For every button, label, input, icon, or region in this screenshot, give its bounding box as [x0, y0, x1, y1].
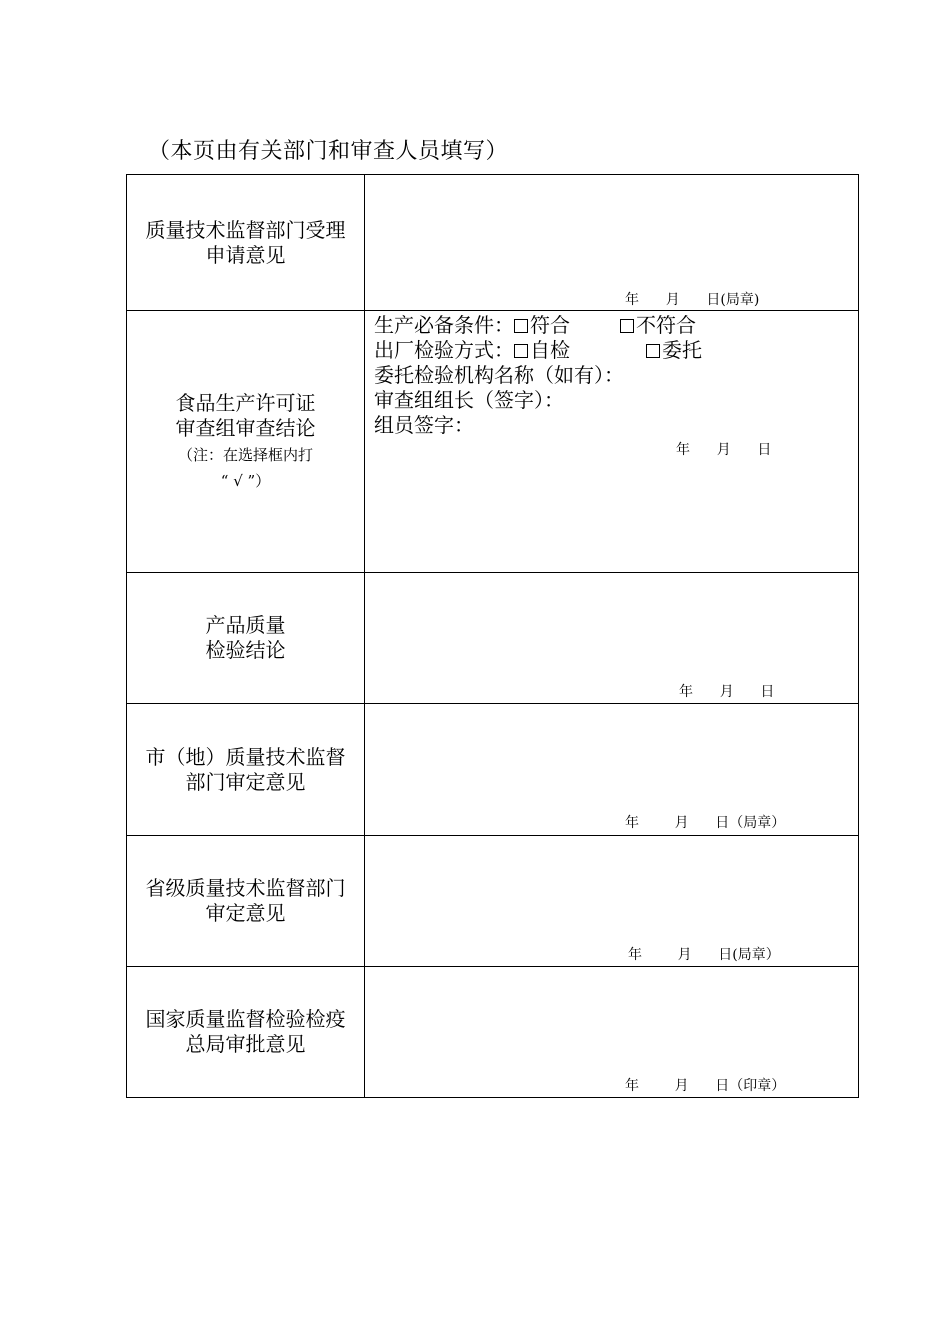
label-text: 省级质量技术监督部门审定意见 [145, 876, 346, 925]
label-line-2: 审查组审查结论 [175, 415, 316, 440]
date-seal-line: 年 月 日(局章） [628, 947, 780, 963]
label-line-1: 产品质量 [205, 613, 286, 637]
page-title: （本页由有关部门和审查人员填写） [148, 139, 509, 164]
approval-form-table [126, 174, 859, 1098]
conform-label: 符合 [530, 313, 570, 337]
entrust-option[interactable] [646, 338, 702, 363]
content-review-conclusion[interactable] [365, 311, 859, 573]
row-review-conclusion [127, 311, 859, 573]
self-inspect-label: 自检 [530, 338, 570, 362]
conform-option[interactable] [514, 313, 570, 338]
content-province-approval[interactable] [365, 836, 859, 967]
members-label: 组员签字： [374, 413, 474, 437]
content-city-approval[interactable] [365, 704, 859, 836]
row-quality-inspection [127, 573, 859, 704]
row-province-approval [127, 836, 859, 967]
date-seal-line: 年 月 日（印章） [625, 1078, 786, 1094]
row-acceptance-opinion [127, 175, 859, 311]
row-city-approval [127, 704, 859, 836]
production-conditions-label: 生产必备条件： [374, 313, 514, 337]
label-province-approval [127, 836, 365, 967]
label-text: 质量技术监督部门受理申请意见 [145, 217, 346, 267]
review-fields [374, 313, 702, 438]
label-line-1: 食品生产许可证 [175, 390, 316, 415]
label-text: 国家质量监督检验检疫总局审批意见 [145, 1007, 346, 1056]
checkbox-icon[interactable] [514, 319, 528, 333]
note-line-2: “ √ ”） [220, 471, 271, 490]
inspection-method-label: 出厂检验方式： [374, 338, 514, 362]
content-national-approval[interactable] [365, 967, 859, 1098]
label-review-conclusion [127, 311, 365, 573]
entrusted-org-label: 委托检验机构名称（如有）： [374, 363, 624, 387]
label-text: 市（地）质量技术监督部门审定意见 [145, 744, 346, 794]
note-line-1: （注：在选择框内打 [177, 445, 313, 464]
production-conditions-line [374, 313, 702, 338]
row-national-approval [127, 967, 859, 1098]
label-acceptance-opinion [127, 175, 365, 311]
not-conform-label: 不符合 [636, 313, 696, 337]
not-conform-option[interactable] [620, 313, 696, 338]
label-city-approval [127, 704, 365, 836]
label-line-2: 检验结论 [205, 638, 286, 662]
date-line: 年 月 日 [679, 684, 775, 700]
date-seal-line: 年 月 日(局章) [625, 292, 760, 308]
self-inspect-option[interactable] [514, 338, 570, 363]
date-seal-line: 年 月 日（局章） [625, 815, 786, 831]
team-leader-label: 审查组组长（签字）： [374, 388, 564, 412]
inspection-method-line [374, 338, 702, 363]
content-quality-inspection[interactable] [365, 573, 859, 704]
checkbox-icon[interactable] [514, 344, 528, 358]
checkbox-icon[interactable] [646, 344, 660, 358]
label-quality-inspection [127, 573, 365, 704]
date-line: 年 月 日 [676, 442, 772, 458]
entrust-label: 委托 [662, 338, 702, 362]
checkbox-icon[interactable] [620, 319, 634, 333]
content-acceptance-opinion[interactable] [365, 175, 859, 311]
label-national-approval [127, 967, 365, 1098]
